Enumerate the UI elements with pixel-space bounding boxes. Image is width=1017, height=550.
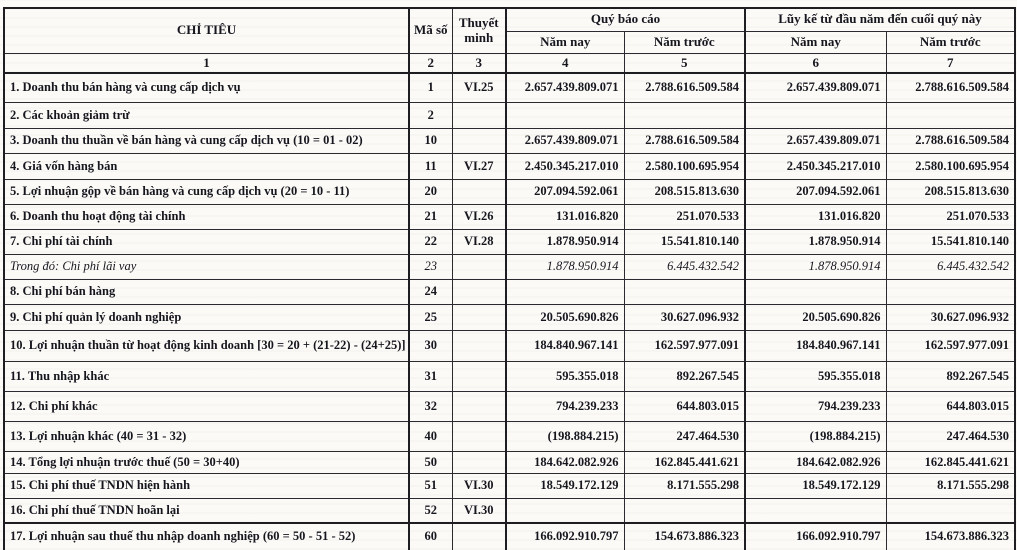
value-quarter-previous-year: 162.845.441.621 (624, 451, 745, 473)
value-quarter-previous-year (624, 498, 745, 523)
value-quarter-current-year: 595.355.018 (506, 361, 624, 391)
value-quarter-current-year: 207.094.592.061 (506, 179, 624, 204)
value-quarter-current-year: 1.878.950.914 (506, 254, 624, 279)
value-ytd-current-year: 166.092.910.797 (745, 523, 886, 550)
row-note-ref (452, 128, 506, 153)
row-code: 1 (409, 73, 452, 102)
value-ytd-previous-year: 2.580.100.695.954 (886, 153, 1015, 179)
row-label: Trong đó: Chi phí lãi vay (4, 254, 409, 279)
value-quarter-current-year: 131.016.820 (506, 204, 624, 229)
value-quarter-previous-year: 644.803.015 (624, 391, 745, 421)
row-note-ref (452, 179, 506, 204)
value-ytd-previous-year: 2.788.616.509.584 (886, 73, 1015, 102)
column-index-6: 6 (745, 53, 886, 73)
value-quarter-previous-year (624, 102, 745, 128)
value-ytd-current-year: 2.657.439.809.071 (745, 73, 886, 102)
row-code: 2 (409, 102, 452, 128)
table-row (4, 254, 1015, 279)
value-quarter-current-year: 20.505.690.826 (506, 304, 624, 330)
value-ytd-current-year: 1.878.950.914 (745, 229, 886, 254)
row-code: 50 (409, 451, 452, 473)
row-label: 4. Giá vốn hàng bán (4, 153, 409, 179)
value-ytd-previous-year: 2.788.616.509.584 (886, 128, 1015, 153)
row-note-ref: VI.26 (452, 204, 506, 229)
value-ytd-current-year: 2.450.345.217.010 (745, 153, 886, 179)
row-code: 52 (409, 498, 452, 523)
table-row (4, 451, 1015, 473)
value-quarter-current-year: 2.450.345.217.010 (506, 153, 624, 179)
col-header-quarter-nam-nay: Năm nay (506, 31, 624, 53)
row-note-ref: VI.28 (452, 229, 506, 254)
row-code: 24 (409, 279, 452, 304)
value-quarter-current-year: 166.092.910.797 (506, 523, 624, 550)
value-quarter-previous-year: 15.541.810.140 (624, 229, 745, 254)
value-ytd-previous-year: 208.515.813.630 (886, 179, 1015, 204)
value-quarter-previous-year: 30.627.096.932 (624, 304, 745, 330)
value-quarter-current-year (506, 102, 624, 128)
value-quarter-previous-year: 2.580.100.695.954 (624, 153, 745, 179)
table-row (4, 421, 1015, 451)
value-ytd-current-year: 18.549.172.129 (745, 473, 886, 498)
value-quarter-previous-year: 2.788.616.509.584 (624, 73, 745, 102)
row-code: 31 (409, 361, 452, 391)
row-code: 51 (409, 473, 452, 498)
table-row (4, 102, 1015, 128)
value-ytd-current-year: 20.505.690.826 (745, 304, 886, 330)
row-label: 15. Chi phí thuế TNDN hiện hành (4, 473, 409, 498)
col-header-quarter-nam-truoc: Năm trước (624, 31, 745, 53)
row-note-ref (452, 254, 506, 279)
value-ytd-previous-year: 8.171.555.298 (886, 473, 1015, 498)
value-quarter-current-year (506, 279, 624, 304)
row-label: 5. Lợi nhuận gộp về bán hàng và cung cấp dịch vụ (20 = 10 - 11) (4, 179, 409, 204)
value-ytd-current-year: 184.840.967.141 (745, 330, 886, 361)
value-quarter-previous-year (624, 279, 745, 304)
row-label: 3. Doanh thu thuần về bán hàng và cung cấp dịch vụ (10 = 01 - 02) (4, 128, 409, 153)
row-note-ref: VI.30 (452, 473, 506, 498)
column-index-5: 5 (624, 53, 745, 73)
value-quarter-current-year: 2.657.439.809.071 (506, 128, 624, 153)
value-quarter-current-year: 1.878.950.914 (506, 229, 624, 254)
value-quarter-previous-year: 208.515.813.630 (624, 179, 745, 204)
table-row (4, 523, 1015, 550)
table-body (4, 73, 1015, 550)
value-quarter-current-year (506, 498, 624, 523)
row-code: 22 (409, 229, 452, 254)
value-ytd-current-year: 184.642.082.926 (745, 451, 886, 473)
header-row-groups (4, 8, 1015, 31)
value-ytd-previous-year: 892.267.545 (886, 361, 1015, 391)
value-quarter-current-year: 184.840.967.141 (506, 330, 624, 361)
value-ytd-current-year (745, 102, 886, 128)
column-index-1: 1 (4, 53, 409, 73)
row-label: 17. Lợi nhuận sau thuế thu nhập doanh nghiệp (60 = 50 - 51 - 52) (4, 523, 409, 550)
row-code: 40 (409, 421, 452, 451)
col-header-luy-ke: Lũy kế từ đầu năm đến cuối quý này (745, 8, 1015, 31)
table-row (4, 391, 1015, 421)
row-code: 20 (409, 179, 452, 204)
row-label: 10. Lợi nhuận thuần từ hoạt động kinh doanh [30 = 20 + (21-22) - (24+25)] (4, 330, 409, 361)
value-ytd-previous-year: 30.627.096.932 (886, 304, 1015, 330)
value-quarter-previous-year: 6.445.432.542 (624, 254, 745, 279)
table-row (4, 73, 1015, 102)
value-quarter-previous-year: 251.070.533 (624, 204, 745, 229)
value-ytd-previous-year (886, 498, 1015, 523)
row-label: 8. Chi phí bán hàng (4, 279, 409, 304)
row-note-ref (452, 304, 506, 330)
col-header-thuyet-minh: Thuyết minh (452, 8, 506, 53)
value-ytd-previous-year: 162.845.441.621 (886, 451, 1015, 473)
row-code: 60 (409, 523, 452, 550)
col-header-quy-bao-cao: Quý báo cáo (506, 8, 745, 31)
row-note-ref: VI.30 (452, 498, 506, 523)
table-row (4, 204, 1015, 229)
col-header-ytd-nam-truoc: Năm trước (886, 31, 1015, 53)
value-quarter-current-year: 18.549.172.129 (506, 473, 624, 498)
row-note-ref (452, 421, 506, 451)
row-note-ref (452, 361, 506, 391)
column-index-4: 4 (506, 53, 624, 73)
table-row (4, 128, 1015, 153)
value-quarter-current-year: 184.642.082.926 (506, 451, 624, 473)
row-note-ref (452, 330, 506, 361)
table-row (4, 473, 1015, 498)
table-row (4, 498, 1015, 523)
row-label: 6. Doanh thu hoạt động tài chính (4, 204, 409, 229)
value-ytd-previous-year: 162.597.977.091 (886, 330, 1015, 361)
row-code: 23 (409, 254, 452, 279)
value-ytd-previous-year: 6.445.432.542 (886, 254, 1015, 279)
row-note-ref: VI.25 (452, 73, 506, 102)
value-quarter-current-year: (198.884.215) (506, 421, 624, 451)
value-quarter-previous-year: 247.464.530 (624, 421, 745, 451)
row-label: 1. Doanh thu bán hàng và cung cấp dịch vụ (4, 73, 409, 102)
value-quarter-previous-year: 892.267.545 (624, 361, 745, 391)
value-ytd-current-year: 207.094.592.061 (745, 179, 886, 204)
value-ytd-previous-year: 247.464.530 (886, 421, 1015, 451)
value-ytd-current-year: 2.657.439.809.071 (745, 128, 886, 153)
table-row (4, 179, 1015, 204)
column-index-row (4, 53, 1015, 73)
row-label: 13. Lợi nhuận khác (40 = 31 - 32) (4, 421, 409, 451)
row-code: 30 (409, 330, 452, 361)
row-note-ref (452, 523, 506, 550)
row-label: 16. Chi phí thuế TNDN hoãn lại (4, 498, 409, 523)
row-code: 25 (409, 304, 452, 330)
value-ytd-current-year: (198.884.215) (745, 421, 886, 451)
row-note-ref (452, 102, 506, 128)
value-quarter-previous-year: 154.673.886.323 (624, 523, 745, 550)
value-ytd-previous-year: 154.673.886.323 (886, 523, 1015, 550)
value-ytd-previous-year: 251.070.533 (886, 204, 1015, 229)
value-ytd-current-year (745, 498, 886, 523)
value-quarter-previous-year: 8.171.555.298 (624, 473, 745, 498)
row-note-ref (452, 391, 506, 421)
row-code: 21 (409, 204, 452, 229)
row-label: 9. Chi phí quản lý doanh nghiệp (4, 304, 409, 330)
table-row (4, 153, 1015, 179)
income-statement-table (3, 7, 1016, 550)
value-ytd-current-year: 131.016.820 (745, 204, 886, 229)
row-label: 12. Chi phí khác (4, 391, 409, 421)
value-quarter-current-year: 2.657.439.809.071 (506, 73, 624, 102)
col-header-chi-tieu: CHỈ TIÊU (4, 8, 409, 53)
value-ytd-current-year: 595.355.018 (745, 361, 886, 391)
value-ytd-current-year (745, 279, 886, 304)
row-note-ref (452, 451, 506, 473)
col-header-ytd-nam-nay: Năm nay (745, 31, 886, 53)
table-row (4, 229, 1015, 254)
table-header (4, 8, 1015, 73)
table-row (4, 279, 1015, 304)
row-label: 2. Các khoản giảm trừ (4, 102, 409, 128)
column-index-3: 3 (452, 53, 506, 73)
table-row (4, 330, 1015, 361)
value-ytd-previous-year (886, 279, 1015, 304)
table-row (4, 304, 1015, 330)
value-ytd-previous-year (886, 102, 1015, 128)
value-ytd-previous-year: 644.803.015 (886, 391, 1015, 421)
column-index-2: 2 (409, 53, 452, 73)
value-ytd-current-year: 1.878.950.914 (745, 254, 886, 279)
row-code: 10 (409, 128, 452, 153)
row-label: 11. Thu nhập khác (4, 361, 409, 391)
row-label: 7. Chi phí tài chính (4, 229, 409, 254)
column-index-7: 7 (886, 53, 1015, 73)
value-quarter-previous-year: 2.788.616.509.584 (624, 128, 745, 153)
row-code: 32 (409, 391, 452, 421)
col-header-ma-so: Mã số (409, 8, 452, 53)
value-quarter-current-year: 794.239.233 (506, 391, 624, 421)
row-note-ref (452, 279, 506, 304)
row-label: 14. Tổng lợi nhuận trước thuế (50 = 30+40) (4, 451, 409, 473)
table-row (4, 361, 1015, 391)
value-ytd-current-year: 794.239.233 (745, 391, 886, 421)
row-code: 11 (409, 153, 452, 179)
row-note-ref: VI.27 (452, 153, 506, 179)
value-ytd-previous-year: 15.541.810.140 (886, 229, 1015, 254)
value-quarter-previous-year: 162.597.977.091 (624, 330, 745, 361)
